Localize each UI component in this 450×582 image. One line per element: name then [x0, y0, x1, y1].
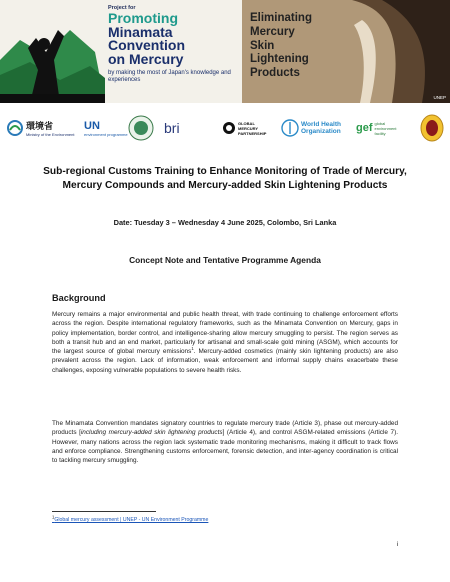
p2-text-emphasis: including mercury-added skin lightening products — [80, 429, 223, 437]
unep-tag: UNEP — [433, 95, 446, 100]
background-paragraph-1 — [52, 310, 398, 375]
footnote-number: 1 — [52, 514, 55, 520]
background-paragraph-2 — [52, 419, 398, 465]
p2-text-a: The Minamata Convention mandates signatory countries to regulate mercury trade (Article 3), phase out mercury-added products [ — [52, 420, 398, 437]
moe-name: 環境省 — [26, 121, 54, 131]
eliminating-line-5: Products — [250, 67, 300, 80]
unep-name: UN — [84, 119, 100, 132]
moe-caption: Ministry of the Environment — [26, 132, 75, 137]
gmp-globe-icon — [222, 121, 236, 135]
project-banner — [0, 0, 242, 103]
gef-logo — [356, 111, 405, 145]
unep-caption: environment programme — [84, 131, 128, 137]
moe-emblem-icon — [6, 119, 24, 137]
header-banner — [0, 0, 450, 103]
eliminating-line-4: Lightening — [250, 53, 309, 66]
promoting-title — [108, 12, 240, 66]
footnote-ref-1[interactable]: 1 — [191, 346, 194, 352]
seal-icon — [128, 115, 154, 141]
p1-text-a: Mercury remains a major environmental and public health threat, with trade continuing to challenge enforcement efforts across the region. Despite international regulatory frameworks, such as the Minamata Convention on Mercury, gaps in policy implementation, border control, and intelligence-sharing allow mercury smuggling to persist. The region serves as both a transit hub and an end market, particularly for artisanal and small-scale gold mining (ASGM), which accounts for the largest source of global mercury emissions — [52, 311, 398, 356]
project-for-label: Project for — [108, 5, 136, 11]
who-logo — [281, 111, 347, 145]
eliminating-line-1: Eliminating — [250, 12, 312, 24]
bri-name: bri — [164, 120, 180, 136]
promoting-line-1: Promoting — [108, 10, 178, 26]
p2-text-b: ] (Article 4), and control ASGM-related emissions (Article 7). However, many nations across the region lack systematic trade monitoring mechanisms, making it difficult to track flows and enforce compliance. Strengthening customs enforcement, forensic detection, and inter-agency coordination is critical to tackling mercury smuggling. — [52, 429, 398, 465]
japan-knowledge-text: by making the most of Japan's knowledge and experiences — [108, 70, 231, 83]
eliminating-line-3: Skin — [250, 39, 275, 52]
eliminating-line-2: Mercury — [250, 25, 295, 38]
document-title: Sub-regional Customs Training to Enhance Monitoring of Trade of Mercury, Mercury Compounds and Mercury-added Skin Lightening Products — [43, 166, 407, 191]
promoting-line-2: Minamata — [108, 23, 173, 40]
concept-note-heading: Concept Note and Tentative Programme Agenda — [129, 255, 321, 265]
promoting-line-4: on Mercury — [108, 50, 184, 67]
background-heading: Background — [52, 293, 106, 303]
who-name: World Health Organization — [301, 121, 341, 135]
promoting-line-3: Convention — [108, 37, 185, 53]
basel-seal-logo — [128, 111, 154, 145]
footnote — [52, 514, 209, 523]
partner-logos — [0, 111, 450, 145]
p1-text-b: . Mercury-added cosmetics (mainly skin lightening products) are also prevalent across the region. Lack of information, weak enforcement and informal supply chains exacerbate these challenges, exposing vulnerable populations to severe health risks. — [52, 348, 398, 374]
gef-caption: global environment facility — [374, 120, 397, 136]
page-number: i — [396, 541, 398, 548]
who-emblem-icon — [281, 119, 299, 137]
sri-lanka-emblem — [420, 111, 444, 145]
eliminating-title — [250, 12, 312, 81]
gef-name: gef — [356, 122, 373, 134]
footnote-link[interactable]: Global mercury assessment | UNEP - UN Environment Programme — [54, 517, 209, 523]
gmp-name: GLOBAL MERCURY PARTNERSHIP — [238, 120, 267, 136]
bri-logo — [164, 111, 180, 145]
moe-logo — [6, 111, 74, 145]
footnote-divider — [52, 511, 156, 512]
campaign-banner — [242, 0, 450, 103]
national-emblem-icon — [420, 114, 444, 142]
event-date: Date: Tuesday 3 – Wednesday 4 June 2025, Colombo, Sri Lanka — [113, 218, 337, 227]
gmp-logo — [222, 111, 274, 145]
